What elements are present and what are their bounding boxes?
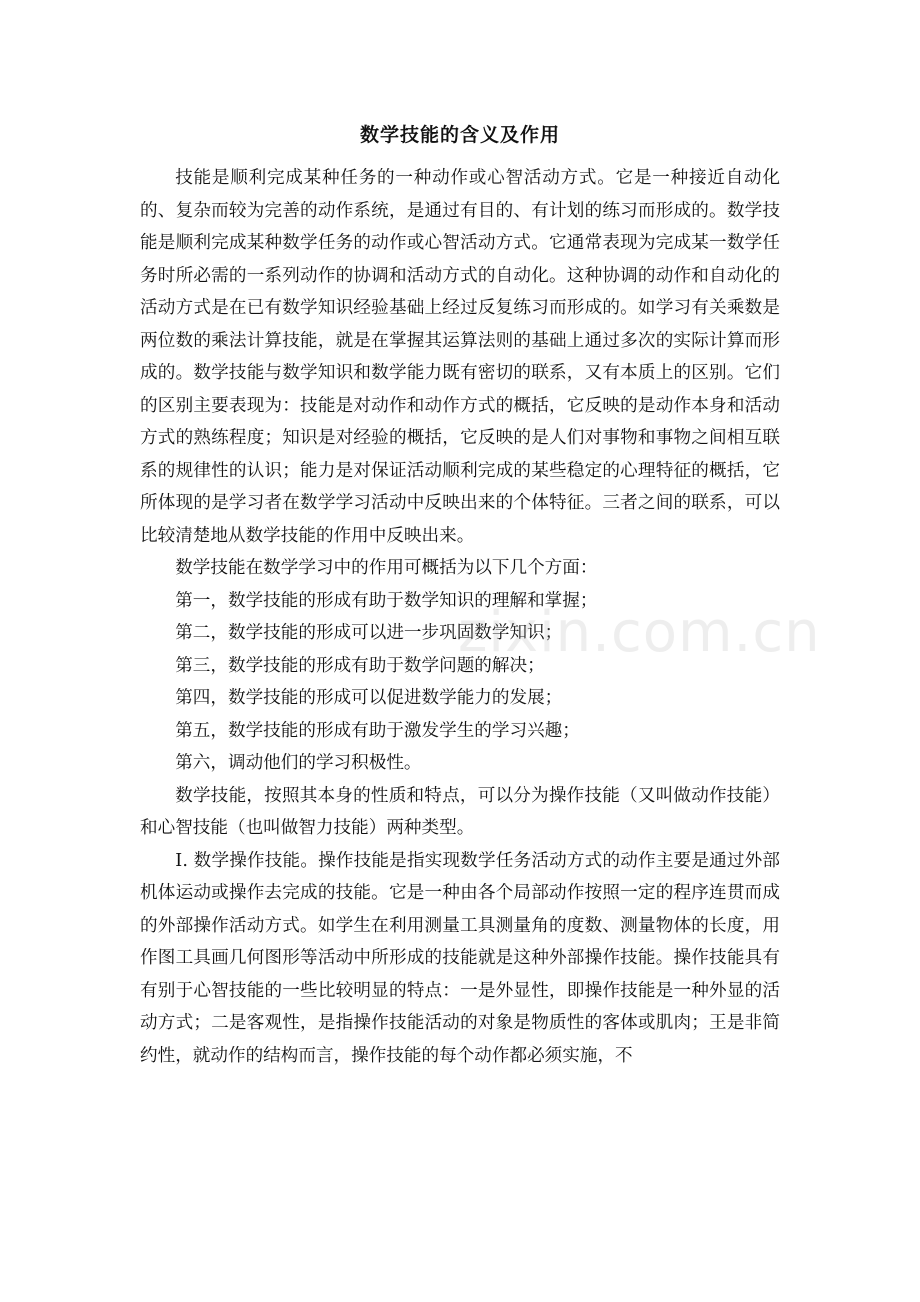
paragraph-types: 数学技能，按照其本身的性质和特点，可以分为操作技能（又叫做动作技能）和心智技能（也叫做智力技能）两种类型。 (140, 785, 780, 838)
paragraph-definition: 技能是顺利完成某种任务的一种动作或心智活动方式。它是一种接近自动化的、复杂而较为完善的动作系统，是通过有目的、有计划的练习而形成的。数学技能是顺利完成某种数学任务的动作或心智活动方式。它通常表现为完成某一数学任务时所必需的一系列动作的协调和活动方式的自动化。这种协调的动作和自动化的活动方式是在已有数学知识经验基础上经过反复练习而形成的。如学习有关乘数是两位数的乘法计算技能，就是在掌握其运算法则的基础上通过多次的实际计算而形成的。数学技能与数学知识和数学能力既有密切的联系，又有本质上的区别。它们的区别主要表现为：技能是对动作和动作方式的概括，它反映的是动作本身和活动方式的熟练程度；知识是对经验的概括，它反映的是人们对事物和事物之间相互联系的规律性的认识；能力是对保证活动顺利完成的某些稳定的心理特征的概括，它所体现的是学习者在数学学习活动中反映出来的个体特征。三者之间的联系，可以比较清楚地从数学技能的作用中反映出来。 (140, 168, 780, 546)
paragraph-role-2: 第二，数学技能的形成可以进一步巩固数学知识； (175, 623, 563, 643)
paragraph-roles-intro: 数学技能在数学学习中的作用可概括为以下几个方面： (175, 558, 598, 578)
paragraph-role-3: 第三，数学技能的形成有助于数学问题的解决； (175, 655, 545, 676)
paragraph-role-4: 第四，数学技能的形成可以促进数学能力的发展； (175, 688, 563, 708)
paragraph-role-6: 第六，调动他们的学习积极性。 (175, 753, 422, 773)
document-body (140, 162, 780, 1072)
document-title: 数学技能的含义及作用 (359, 124, 560, 146)
paragraph-role-5: 第五，数学技能的形成有助于激发学生的学习兴趣； (175, 720, 580, 741)
watermark: zixin.com.cn (458, 600, 821, 665)
paragraph-role-1: 第一，数学技能的形成有助于数学知识的理解和掌握； (175, 590, 598, 611)
paragraph-operation-skill: Ⅰ. 数学操作技能。操作技能是指实现数学任务活动方式的动作主要是通过外部机体运动或操作去完成的技能。它是一种由各个局部动作按照一定的程序连贯而成的外部操作活动方式。如学生在利用测量工具测量角的度数、测量物体的长度，用作图工具画几何图形等活动中所形成的技能就是这种外部操作技能。操作技能具有有别于心智技能的一些比较明显的特点：一是外显性，即操作技能是一种外显的活动方式；二是客观性，是指操作技能活动的对象是物质性的客体或肌肉；王是非简约性，就动作的结构而言，操作技能的每个动作都必须实施，不 (140, 850, 780, 1066)
